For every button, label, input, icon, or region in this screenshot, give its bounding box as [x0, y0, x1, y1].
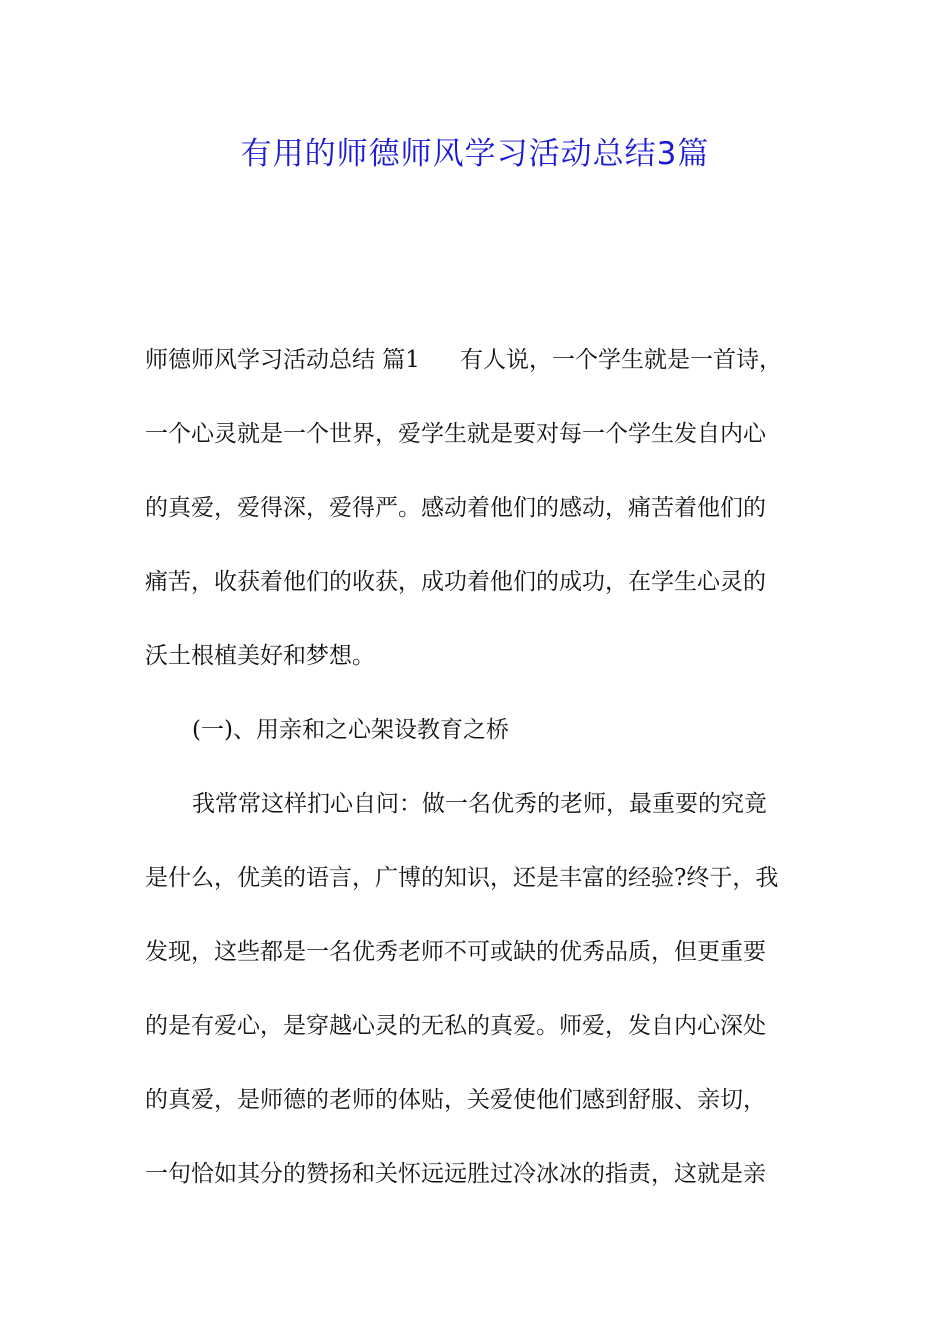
paragraph-line-5: 沃土根植美好和梦想。: [145, 643, 375, 669]
paragraph-line-1: [145, 345, 815, 375]
paragraph-line-3: 的真爱，爱得深，爱得严。感动着他们的感动，痛苦着他们的: [145, 495, 766, 521]
paragraph-line-9: 发现，这些都是一名优秀老师不可或缺的优秀品质，但更重要: [145, 939, 766, 965]
section-heading: 师德师风学习活动总结 篇1: [145, 347, 420, 373]
paragraph-line-4: 痛苦，收获着他们的收获，成功着他们的成功，在学生心灵的: [145, 569, 766, 595]
paragraph-line-7: 我常常这样扪心自问：做一名优秀的老师，最重要的究竟: [192, 791, 767, 817]
paragraph-line-12: 一句恰如其分的赞扬和关怀远远胜过冷冰冰的指责，这就是亲: [145, 1161, 766, 1187]
line-text: 有人说，一个学生就是一首诗，: [459, 347, 782, 373]
paragraph-line-2: 一个心灵就是一个世界，爱学生就是要对每一个学生发自内心: [145, 421, 766, 447]
subsection-heading: (一)、用亲和之心架设教育之桥: [192, 717, 509, 743]
paragraph-line-10: 的是有爱心，是穿越心灵的无私的真爱。师爱，发自内心深处: [145, 1013, 766, 1039]
paragraph-line-11: 的真爱，是师德的老师的体贴，关爱使他们感到舒服、亲切，: [145, 1087, 766, 1113]
paragraph-line-8: 是什么，优美的语言，广博的知识，还是丰富的经验?终于，我: [145, 865, 779, 891]
document-title: 有用的师德师风学习活动总结3篇: [240, 136, 710, 172]
